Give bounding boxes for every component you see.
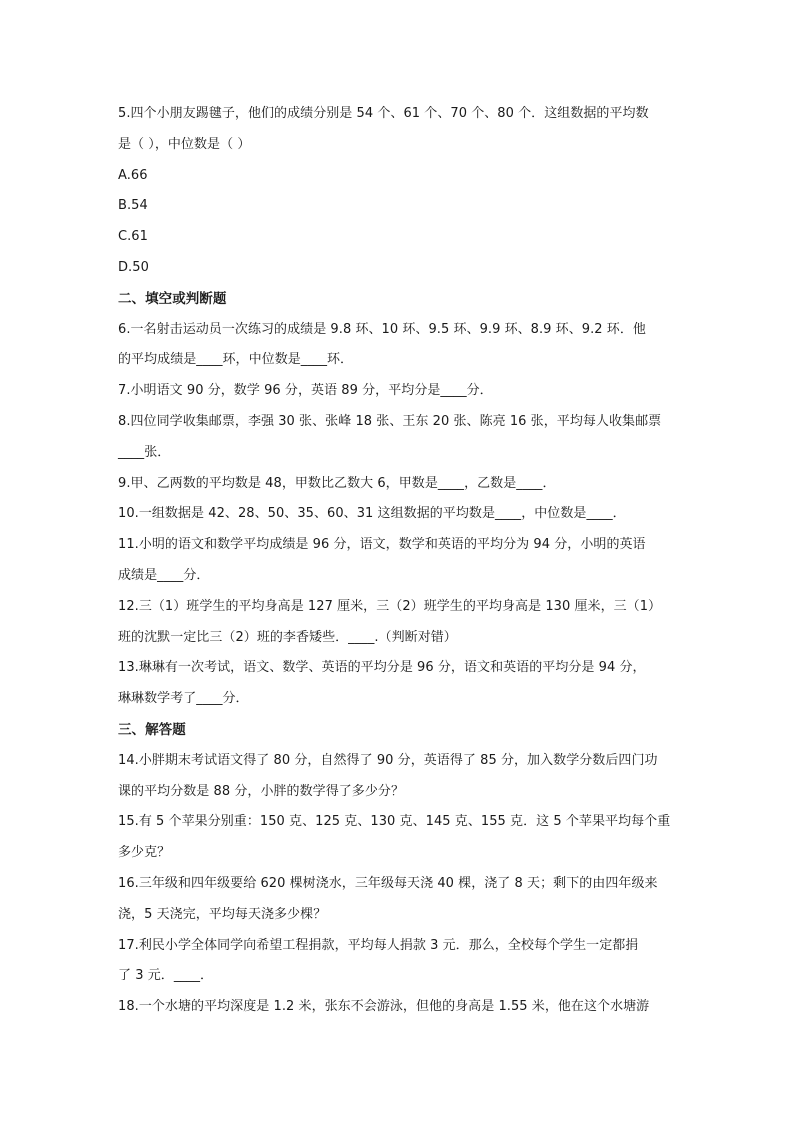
- question-8-line-2: ____张．: [118, 444, 171, 460]
- question-11-line-2: 成绩是____分．: [118, 567, 210, 583]
- question-16-line-1: 16.三年级和四年级要给 620 棵树浇水，三年级每天浇 40 棵，浇了 8 天；剩下的由四年级来: [118, 875, 658, 891]
- question-6-line-2: 的平均成绩是____环，中位数是____环．: [118, 352, 354, 368]
- question-10: 10.一组数据是 42、28、50、35、60、31 这组数据的平均数是____，中位数是____．: [118, 506, 626, 522]
- question-14-line-1: 14.小胖期末考试语文得了 80 分，自然得了 90 分，英语得了 85 分，加入数学分数后四门功: [118, 752, 658, 768]
- question-13-line-1: 13.琳琳有一次考试，语文、数学、英语的平均分是 96 分，语文和英语的平均分是 94 分，: [118, 660, 646, 676]
- question-16-line-2: 浇，5 天浇完，平均每天浇多少棵？: [118, 906, 327, 922]
- question-15-line-1: 15.有 5 个苹果分别重：150 克、125 克、130 克、145 克、155 克．这 5 个苹果平均每个重: [118, 814, 671, 830]
- question-18-line-1: 18.一个水塘的平均深度是 1.2 米，张东不会游泳，但他的身高是 1.55 米，他在这个水塘游: [118, 999, 650, 1015]
- section-heading-fill-in: 二、填空或判断题: [118, 290, 227, 307]
- question-14-line-2: 课的平均分数是 88 分，小胖的数学得了多少分？: [118, 783, 405, 799]
- option-a: A.66: [118, 167, 148, 183]
- question-12-line-1: 12.三（1）班学生的平均身高是 127 厘米，三（2）班学生的平均身高是 130 厘米，三（1）: [118, 598, 662, 614]
- question-5-line-1: 5.四个小朋友踢毽子，他们的成绩分别是 54 个、61 个、70 个、80 个．这组数据的平均数: [118, 106, 649, 121]
- question-17-line-1: 17.利民小学全体同学向希望工程捐款，平均每人捐款 3 元．那么，全校每个学生一定都捐: [118, 937, 639, 953]
- document-page: [118, 99, 678, 1023]
- question-17-line-2: 了 3 元．____．: [118, 968, 214, 984]
- section-heading-solve: 三、解答题: [118, 721, 186, 738]
- option-b: B.54: [118, 198, 148, 214]
- option-d: D.50: [118, 259, 149, 275]
- option-c: C.61: [118, 229, 148, 245]
- question-9: 9.甲、乙两数的平均数是 48，甲数比乙数大 6，甲数是____，乙数是____．: [118, 475, 556, 491]
- question-13-line-2: 琳琳数学考了____分．: [118, 691, 249, 707]
- question-8-line-1: 8.四位同学收集邮票，李强 30 张、张峰 18 张、王东 20 张、陈亮 16 张，平均每人收集邮票: [118, 413, 662, 429]
- question-5-line-2: 是（ ），中位数是（ ）: [118, 136, 251, 152]
- question-11-line-1: 11.小明的语文和数学平均成绩是 96 分，语文，数学和英语的平均分为 94 分，小明的英语: [118, 537, 646, 553]
- question-15-line-2: 多少克？: [118, 845, 171, 861]
- question-12-line-2: 班的沈默一定比三（2）班的李香矮些．____.（判断对错）: [118, 629, 457, 645]
- question-6-line-1: 6.一名射击运动员一次练习的成绩是 9.8 环、10 环、9.5 环、9.9 环、8.9 环、9.2 环．他: [118, 321, 646, 337]
- question-7: 7.小明语文 90 分，数学 96 分，英语 89 分，平均分是____分．: [118, 383, 493, 399]
